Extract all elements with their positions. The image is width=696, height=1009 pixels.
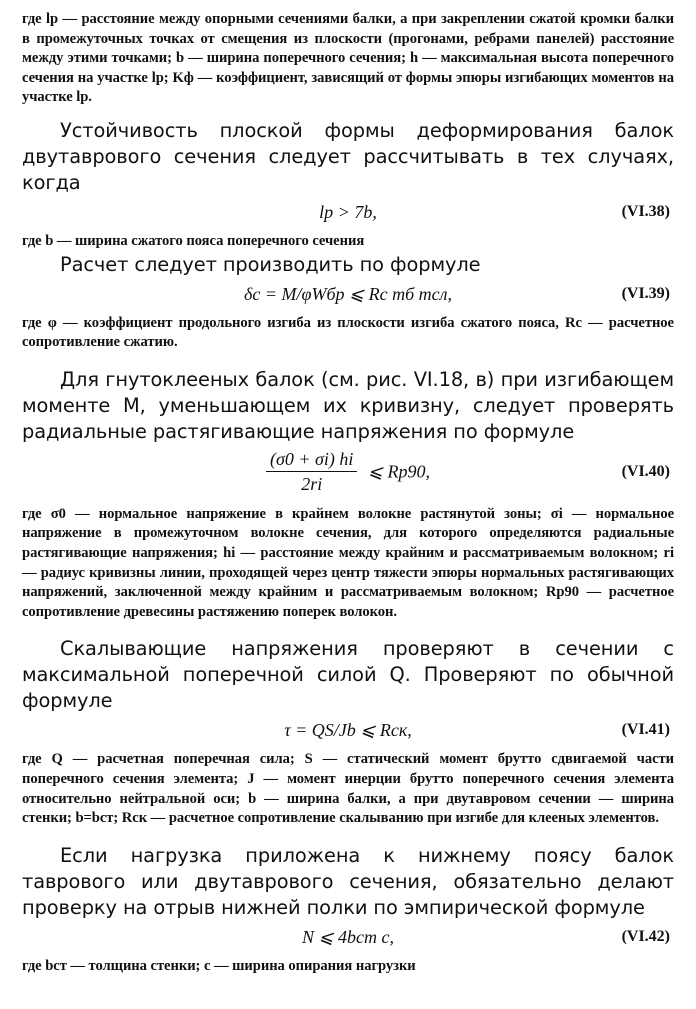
formula-expression xyxy=(22,449,674,495)
paragraph-definitions-2: где b — ширина сжатого пояса поперечного сечения xyxy=(22,232,365,249)
equation-number: (VI.41) xyxy=(621,721,670,739)
formula-vi-42 xyxy=(22,923,674,953)
paragraph-definitions-6: где bст — толщина стенки; c — ширина опирания нагрузки xyxy=(22,957,416,974)
paragraph-stability: Устойчивость плоской формы деформирования балок двутаврового сечения следует рассчитывать в тех случаях, когда xyxy=(22,118,674,194)
paragraph-shear: Скалывающие напряжения проверяют в сечении с максимальной поперечной силой Q. Проверяют по обычной формуле xyxy=(22,637,674,713)
formula-vi-41 xyxy=(22,716,674,746)
formula-expression: τ = QS/Jb ⩽ Rск, xyxy=(284,720,412,741)
paragraph-calc: Расчет следует производить по формуле xyxy=(60,252,481,276)
formula-expression: N ⩽ 4bст c, xyxy=(301,926,395,947)
equation-number: (VI.40) xyxy=(621,462,670,480)
fraction-numerator: (σ0 + σi) hi xyxy=(266,449,357,472)
paragraph-definitions-5: где Q — расчетная поперечная сила; S — статический момент брутто сдвигаемой части поперечного сечения элемента; J — момент инерции брутто поперечного сечения элемента относительно нейтральной оси; b — ширина балки, а при двутавровом сечении — ширина стенки; b=bст; Rск — расчетное сопротивление скалыванию при изгибе для клееных элементов. xyxy=(22,751,674,827)
equation-number: (VI.42) xyxy=(621,927,670,945)
paragraph-definitions-3: где φ — коэффициент продольного изгиба из плоскости изгиба сжатого пояса, Rс — расчетное сопротивление сжатию. xyxy=(22,314,674,351)
paragraph-bent-beams: Для гнутоклееных балок (см. рис. VI.18, в) при изгибающем моменте M, уменьшающем их кривизну, следует проверять радиальные растягивающие напряжения по формуле xyxy=(22,367,674,443)
paragraph-definitions-1: где lр — расстояние между опорными сечениями балки, а при закреплении сжатой кромки балки в промежуточных точках от смещения из плоскости (прогонами, ребрами панелей) расстояние между этими точками; b — ширина поперечного сечения; h — максимальная высота поперечного сечения на участке lр; Kф — коэффициент, зависящий от формы эпюры изгибающих моментов на участке lр. xyxy=(22,11,674,106)
document-page xyxy=(22,10,674,976)
equation-number: (VI.38) xyxy=(621,202,670,220)
paragraph-definitions-4: где σ0 — нормальное напряжение в крайнем волокне растянутой зоны; σi — нормальное напряжение в промежуточном волокне сечения, для которого определяются радиальные растягивающие напряжения; hi — расстояние между крайним и рассматриваемым волокном; ri — радиус кривизны линии, проходящей через центр тяжести эпюры нормальных растягивающих напряжений, заключенной между крайним и рассматриваемым волокном; Rр90 — расчетное сопротивление древесины растяжению поперек волокон. xyxy=(22,505,674,620)
equation-number: (VI.39) xyxy=(621,284,670,302)
formula-vi-39 xyxy=(22,280,674,310)
fraction-denominator: 2ri xyxy=(301,473,323,494)
fraction-rest: ⩽ Rр90, xyxy=(367,461,430,482)
formula-expression: lр > 7b, xyxy=(319,201,377,222)
paragraph-load: Если нагрузка приложена к нижнему поясу балок таврового или двутаврового сечения, обязательно делают проверку на отрыв нижней полки по эмпирической формуле xyxy=(22,843,674,919)
formula-vi-40 xyxy=(22,447,674,501)
formula-expression: δс = M/φWбр ⩽ Rс mб mсл, xyxy=(244,283,452,304)
formula-vi-38 xyxy=(22,198,674,228)
